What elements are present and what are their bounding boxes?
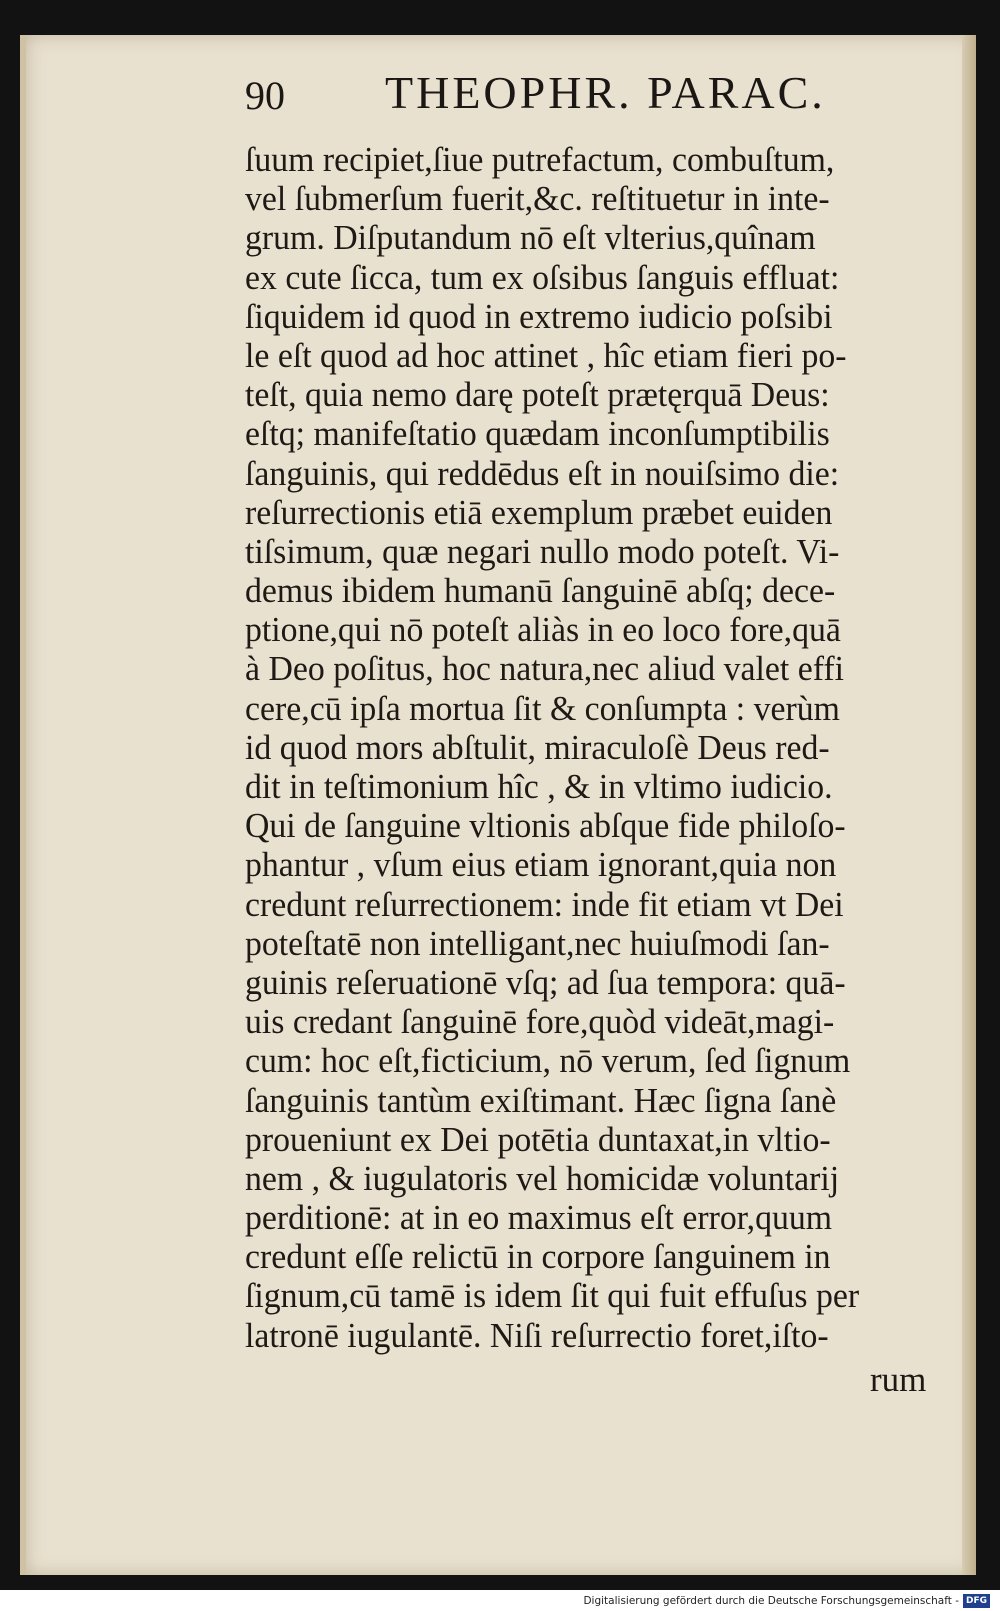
- running-head: THEOPHR. PARAC.: [385, 67, 826, 118]
- text-line: vel ſubmerſum fuerit,&c. reſtituetur in inte-: [245, 179, 830, 219]
- text-line: proueniunt ex Dei potētia duntaxat,in vltio-: [245, 1119, 831, 1159]
- text-line: ſanguinis, qui reddēdus eſt in nouiſsimo die:: [245, 453, 840, 493]
- text-line: credunt reſurrectionem: inde fit etiam vt Dei: [245, 884, 844, 924]
- text-line: ptione,qui nō poteſt aliàs in eo loco fore,quā: [245, 610, 841, 650]
- text-line: id quod mors abſtulit, miraculoſè Deus red-: [245, 727, 830, 767]
- page-number: 90: [245, 73, 285, 118]
- text-line: latronē iugulantē. Niſi reſurrectio foret,iſto-: [245, 1315, 829, 1355]
- text-line: phantur , vſum eius etiam ignorant,quia non: [245, 845, 837, 885]
- text-line: poteſtatē non intelligant,nec huiuſmodi ſan-: [245, 923, 830, 963]
- digitization-credit: [583, 1592, 990, 1610]
- text-line: uis credant ſanguinē fore,quòd videāt,magi-: [245, 1002, 835, 1042]
- catchword: rum: [870, 1360, 927, 1399]
- text-line: ex cute ſicca, tum ex oſsibus ſanguis effluat:: [245, 257, 840, 297]
- text-line: demus ibidem humanū ſanguinē abſq; dece-: [245, 571, 836, 611]
- text-line: ſuum recipiet,ſiue putrefactum, combuſtum,: [245, 140, 835, 179]
- text-line: ſanguinis tantùm exiſtimant. Hæc ſigna ſanè: [245, 1080, 837, 1120]
- text-line: Qui de ſanguine vltionis abſque fide philoſo-: [245, 806, 846, 846]
- text-line: cum: hoc eſt,ficticium, nō verum, ſed ſignum: [245, 1041, 851, 1081]
- text-line: guinis reſeruationē vſq; ad ſua tempora: quā-: [245, 962, 846, 1002]
- text-line: eſtq; manifeſtatio quædam inconſumptibilis: [245, 414, 830, 454]
- credit-text: Digitalisierung gefördert durch die Deutsche Forschungsgemeinschaft -: [583, 1595, 959, 1607]
- text-line: ſiquidem id quod in extremo iudicio poſsibi: [245, 296, 833, 336]
- text-line: grum. Diſputandum nō eſt vlterius,quînam: [245, 218, 816, 258]
- text-line: le eſt quod ad hoc attinet , hîc etiam fieri po-: [245, 335, 847, 375]
- text-line: nem , & iugulatoris vel homicidæ voluntarij: [245, 1158, 840, 1198]
- body-text: [245, 140, 970, 1355]
- text-line: cere,cū ipſa mortua ſit & conſumpta : verùm: [245, 688, 840, 728]
- text-line: reſurrectionis etiā exemplum præbet euiden: [245, 492, 833, 532]
- text-line: ſignum,cū tamē is idem ſit qui fuit effuſus per: [245, 1276, 860, 1316]
- text-line: perditionē: at in eo maximus eſt error,quum: [245, 1198, 833, 1238]
- text-line: tiſsimum, quæ negari nullo modo poteſt. Vi-: [245, 531, 840, 571]
- text-line: dit in teſtimonium hîc , & in vltimo iudicio.: [245, 767, 833, 806]
- text-line: à Deo poſitus, hoc natura,nec aliud valet effi: [245, 649, 844, 689]
- text-line: credunt eſſe relictū in corpore ſanguinem in: [245, 1237, 831, 1277]
- dfg-logo: DFG: [963, 1594, 990, 1608]
- page-header: [245, 60, 845, 130]
- text-line: teſt, quia nemo darę poteſt prætęrquā Deus:: [245, 375, 830, 415]
